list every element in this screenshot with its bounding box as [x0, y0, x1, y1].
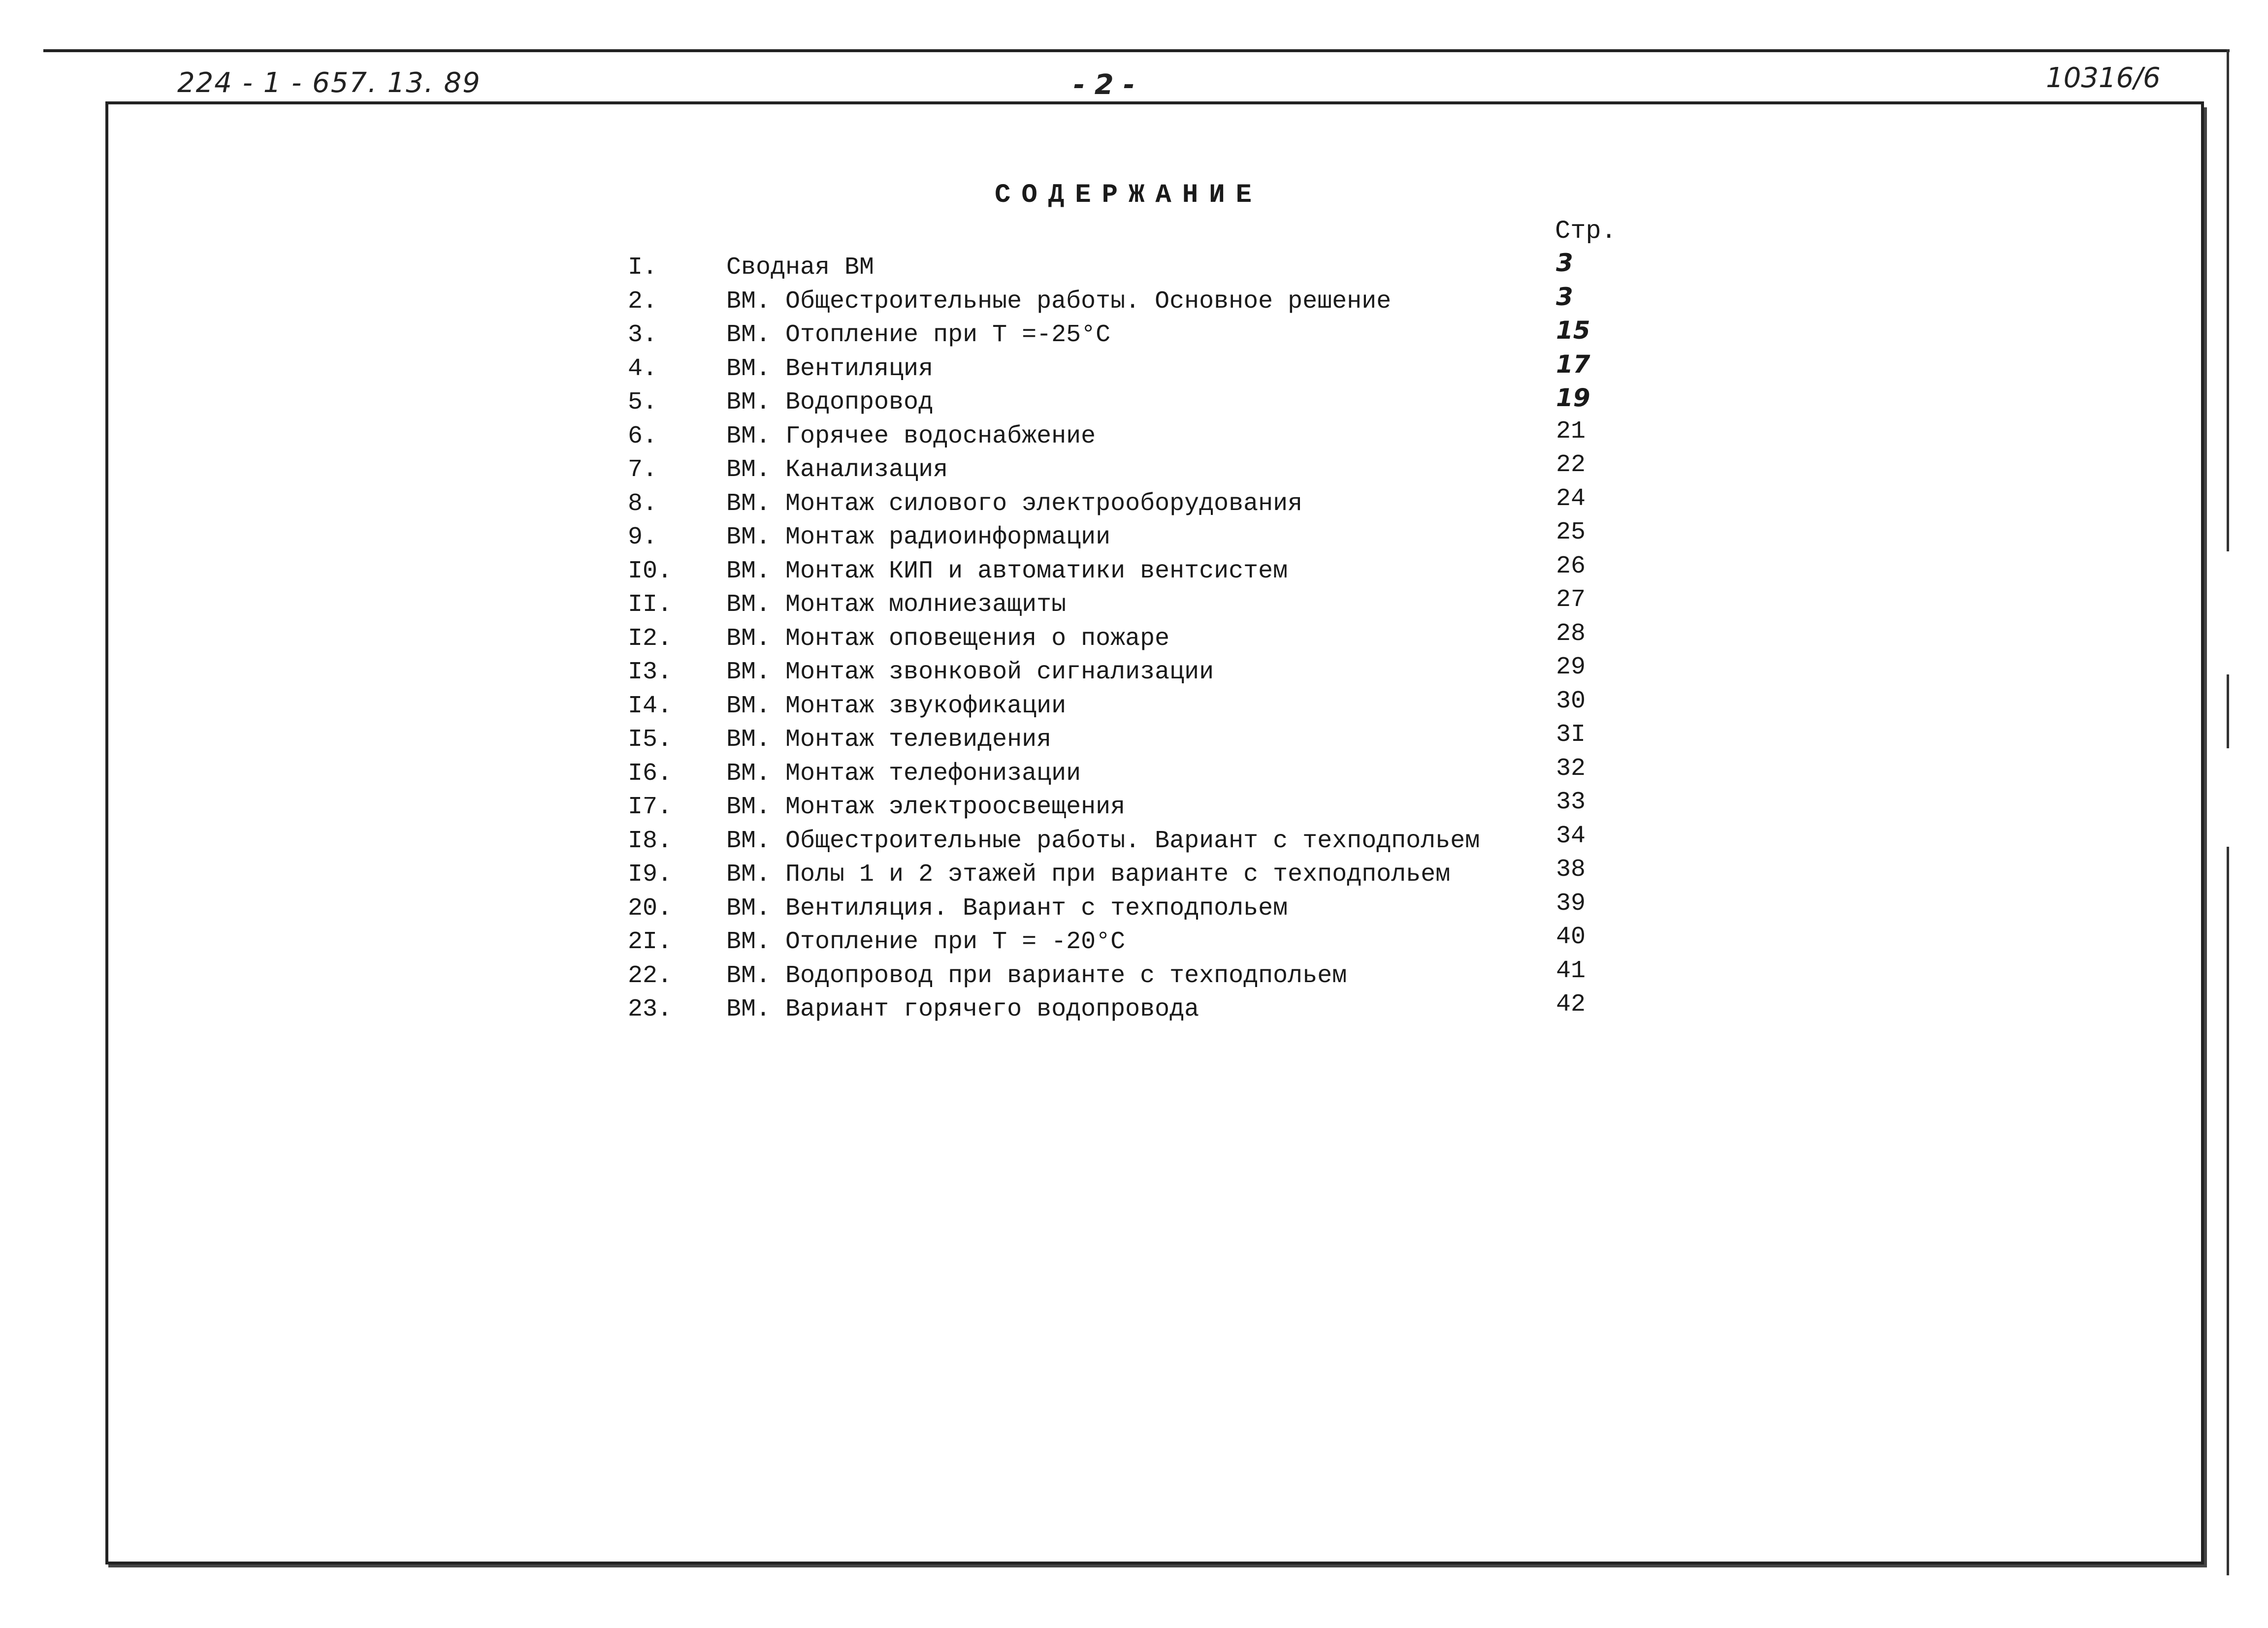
toc-item-number: 7. [628, 456, 658, 484]
toc-item-page: 29 [1556, 653, 1586, 681]
toc-item-page: 24 [1556, 484, 1586, 513]
toc-item-title: ВМ. Монтаж звонковой сигнализации [726, 658, 1214, 686]
toc-item-number: 6. [628, 422, 658, 450]
toc-item [628, 653, 1613, 689]
toc-item-title: ВМ. Водопровод [726, 388, 934, 416]
toc-item [628, 990, 1613, 1026]
toc-item-number: 22. [628, 961, 673, 990]
toc-item-page: 26 [1556, 552, 1586, 580]
toc-item [628, 959, 1613, 993]
toc-item-title: ВМ. Монтаж оповещения о пожаре [726, 624, 1170, 653]
toc-item-number: 5. [628, 388, 658, 416]
toc-item-page: 17 [1556, 350, 1590, 379]
toc-item-title: ВМ. Вариант горячего водопровода [726, 995, 1199, 1023]
sheet-page-number: - 2 - [1073, 69, 1135, 101]
toc-item-title: ВМ. Монтаж звукофикации [726, 692, 1067, 720]
toc-item [628, 352, 1613, 386]
toc-item [628, 723, 1613, 757]
frame-edge-right [2204, 107, 2207, 1565]
toc-item-title: ВМ. Монтаж КИП и автоматики вентсистем [726, 557, 1288, 585]
toc-item-page: 3 [1556, 282, 1573, 311]
toc-item-number: I4. [628, 692, 673, 720]
toc-item [628, 453, 1613, 487]
page-column-label: Стр. [1555, 217, 1617, 246]
toc-item-title: ВМ. Водопровод при варианте с техподпольем [726, 961, 1347, 990]
frame-edge-bottom [108, 1564, 2207, 1567]
toc-item-page: 3 [1556, 249, 1573, 277]
toc-item [628, 588, 1613, 622]
toc-item-page: 30 [1556, 687, 1586, 715]
top-rule [43, 49, 2230, 52]
toc-item-page: 19 [1556, 383, 1590, 412]
toc-item-page: 22 [1556, 451, 1586, 479]
toc-item-number: 8. [628, 489, 658, 518]
contents-title: СОДЕРЖАНИЕ [995, 180, 1263, 210]
toc-item-number: I5. [628, 726, 673, 754]
toc-item-title: ВМ. Вентиляция [726, 354, 934, 383]
margin-mark [2227, 674, 2229, 748]
toc-item [628, 822, 1613, 858]
toc-item-number: II. [628, 591, 673, 619]
toc-item-page: 28 [1556, 619, 1586, 648]
toc-item-page: 41 [1556, 957, 1586, 985]
toc-item [628, 889, 1613, 926]
toc-item-page: 15 [1556, 316, 1590, 345]
toc-item-number: I7. [628, 793, 673, 821]
toc-item [628, 687, 1613, 723]
toc-item [628, 788, 1613, 824]
toc-item-page: 42 [1556, 990, 1586, 1019]
toc-item-page: 21 [1556, 417, 1586, 446]
toc-item-number: 2. [628, 287, 658, 316]
toc-item-page: 40 [1556, 923, 1586, 951]
toc-item-number: I6. [628, 759, 673, 788]
toc-item [628, 619, 1613, 656]
toc-item [628, 858, 1613, 892]
toc-item-title: ВМ. Отопление при Т =-25°С [726, 321, 1111, 349]
toc-item-number: 4. [628, 354, 658, 383]
toc-item [628, 383, 1613, 419]
toc-item-page: 25 [1556, 518, 1586, 546]
toc-item-title: ВМ. Канализация [726, 456, 948, 484]
toc-item [628, 316, 1613, 352]
archive-number: 10316/6 [2046, 62, 2161, 94]
toc-item-title: ВМ. Общестроительные работы. Вариант с техподпольем [726, 827, 1480, 855]
toc-item-page: 27 [1556, 586, 1586, 614]
toc-item-number: I2. [628, 624, 673, 653]
toc-item-page: 38 [1556, 856, 1586, 884]
toc-item-title: ВМ. Горячее водоснабжение [726, 422, 1096, 450]
toc-item [628, 552, 1613, 588]
toc-item [628, 251, 1613, 285]
toc-item-title: Сводная ВМ [726, 254, 875, 282]
toc-item-page: 33 [1556, 788, 1586, 816]
margin-mark [2227, 847, 2229, 1575]
document-code: 224 - 1 - 657. 13. 89 [177, 67, 481, 99]
toc-item-title: ВМ. Монтаж силового электрооборудования [726, 489, 1303, 518]
toc-item-title: ВМ. Монтаж радиоинформации [726, 523, 1111, 551]
toc-item-number: I9. [628, 861, 673, 889]
toc-item-number: I. [628, 254, 658, 282]
toc-item-number: 2I. [628, 928, 673, 956]
toc-item-title: ВМ. Отопление при Т = -20°С [726, 928, 1126, 956]
toc-item [628, 518, 1613, 554]
toc-item [628, 417, 1613, 453]
toc-item-title: ВМ. Общестроительные работы. Основное решение [726, 287, 1392, 316]
toc-item [628, 754, 1613, 791]
toc-item-title: ВМ. Вентиляция. Вариант с техподпольем [726, 894, 1288, 923]
toc-item [628, 484, 1613, 521]
toc-item-page: 34 [1556, 822, 1586, 850]
toc-item-page: 39 [1556, 889, 1586, 918]
toc-item-number: 9. [628, 523, 658, 551]
toc-item-page: 32 [1556, 754, 1586, 783]
margin-mark [2227, 49, 2229, 551]
toc-item-page: 3I [1556, 721, 1586, 749]
toc-item-title: ВМ. Монтаж телефонизации [726, 759, 1081, 788]
toc-item-title: ВМ. Монтаж электроосвещения [726, 793, 1126, 821]
toc-item-title: ВМ. Полы 1 и 2 этажей при варианте с техподпольем [726, 861, 1451, 889]
toc-item [628, 282, 1613, 319]
toc-item-title: ВМ. Монтаж телевидения [726, 726, 1052, 754]
toc-item-number: 3. [628, 321, 658, 349]
toc-item-number: I3. [628, 658, 673, 686]
toc-item [628, 923, 1613, 959]
toc-item-number: 20. [628, 894, 673, 923]
toc-item-number: I0. [628, 557, 673, 585]
toc-item-title: ВМ. Монтаж молниезащиты [726, 591, 1067, 619]
toc-item-number: 23. [628, 995, 673, 1023]
toc-item-number: I8. [628, 827, 673, 855]
